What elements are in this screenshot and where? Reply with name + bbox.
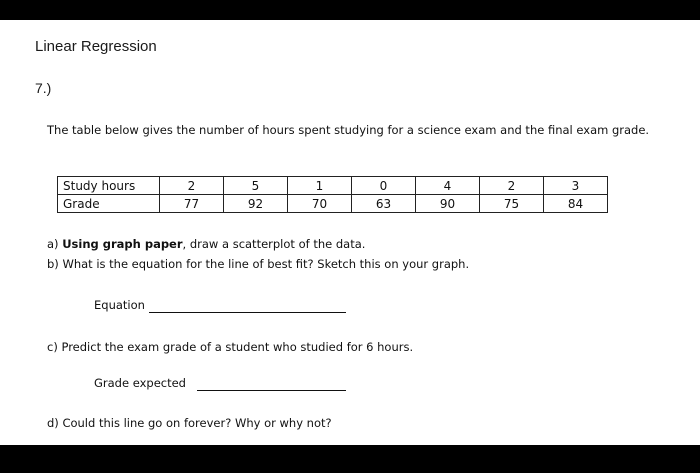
bottom-black-bar bbox=[0, 445, 700, 473]
worksheet-page bbox=[0, 20, 700, 445]
question-number: 7.) bbox=[35, 80, 52, 96]
table-cell: 70 bbox=[288, 195, 352, 213]
equation-answer-line[interactable] bbox=[149, 312, 346, 313]
question-d: d) Could this line go on forever? Why or why not? bbox=[47, 416, 332, 430]
grade-expected-answer-line[interactable] bbox=[197, 390, 346, 391]
table-cell: 75 bbox=[480, 195, 544, 213]
grade-expected-label: Grade expected bbox=[94, 376, 186, 390]
table-cell: 1 bbox=[288, 177, 352, 195]
table-cell: 63 bbox=[352, 195, 416, 213]
table-cell: 84 bbox=[544, 195, 608, 213]
table-row bbox=[58, 177, 608, 195]
question-a-rest: , draw a scatterplot of the data. bbox=[182, 237, 366, 251]
question-a bbox=[47, 237, 365, 251]
table-cell: 2 bbox=[480, 177, 544, 195]
table-cell: 77 bbox=[160, 195, 224, 213]
data-table bbox=[57, 176, 608, 213]
table-cell: 2 bbox=[160, 177, 224, 195]
section-title: Linear Regression bbox=[35, 38, 157, 55]
table-row bbox=[58, 195, 608, 213]
table-cell: 0 bbox=[352, 177, 416, 195]
question-c: c) Predict the exam grade of a student who studied for 6 hours. bbox=[47, 340, 414, 354]
table-cell: 92 bbox=[224, 195, 288, 213]
question-b: b) What is the equation for the line of best fit? Sketch this on your graph. bbox=[47, 257, 470, 271]
question-intro: The table below gives the number of hours spent studying for a science exam and the final exam grade. bbox=[47, 123, 650, 137]
table-cell: 3 bbox=[544, 177, 608, 195]
row-label: Study hours bbox=[58, 177, 160, 195]
row-label: Grade bbox=[58, 195, 160, 213]
table-cell: 5 bbox=[224, 177, 288, 195]
question-a-bold: Using graph paper bbox=[62, 237, 183, 251]
table-cell: 4 bbox=[416, 177, 480, 195]
table-cell: 90 bbox=[416, 195, 480, 213]
question-a-prefix: a) bbox=[47, 237, 63, 251]
top-black-bar bbox=[0, 0, 700, 20]
equation-label: Equation bbox=[94, 298, 145, 312]
